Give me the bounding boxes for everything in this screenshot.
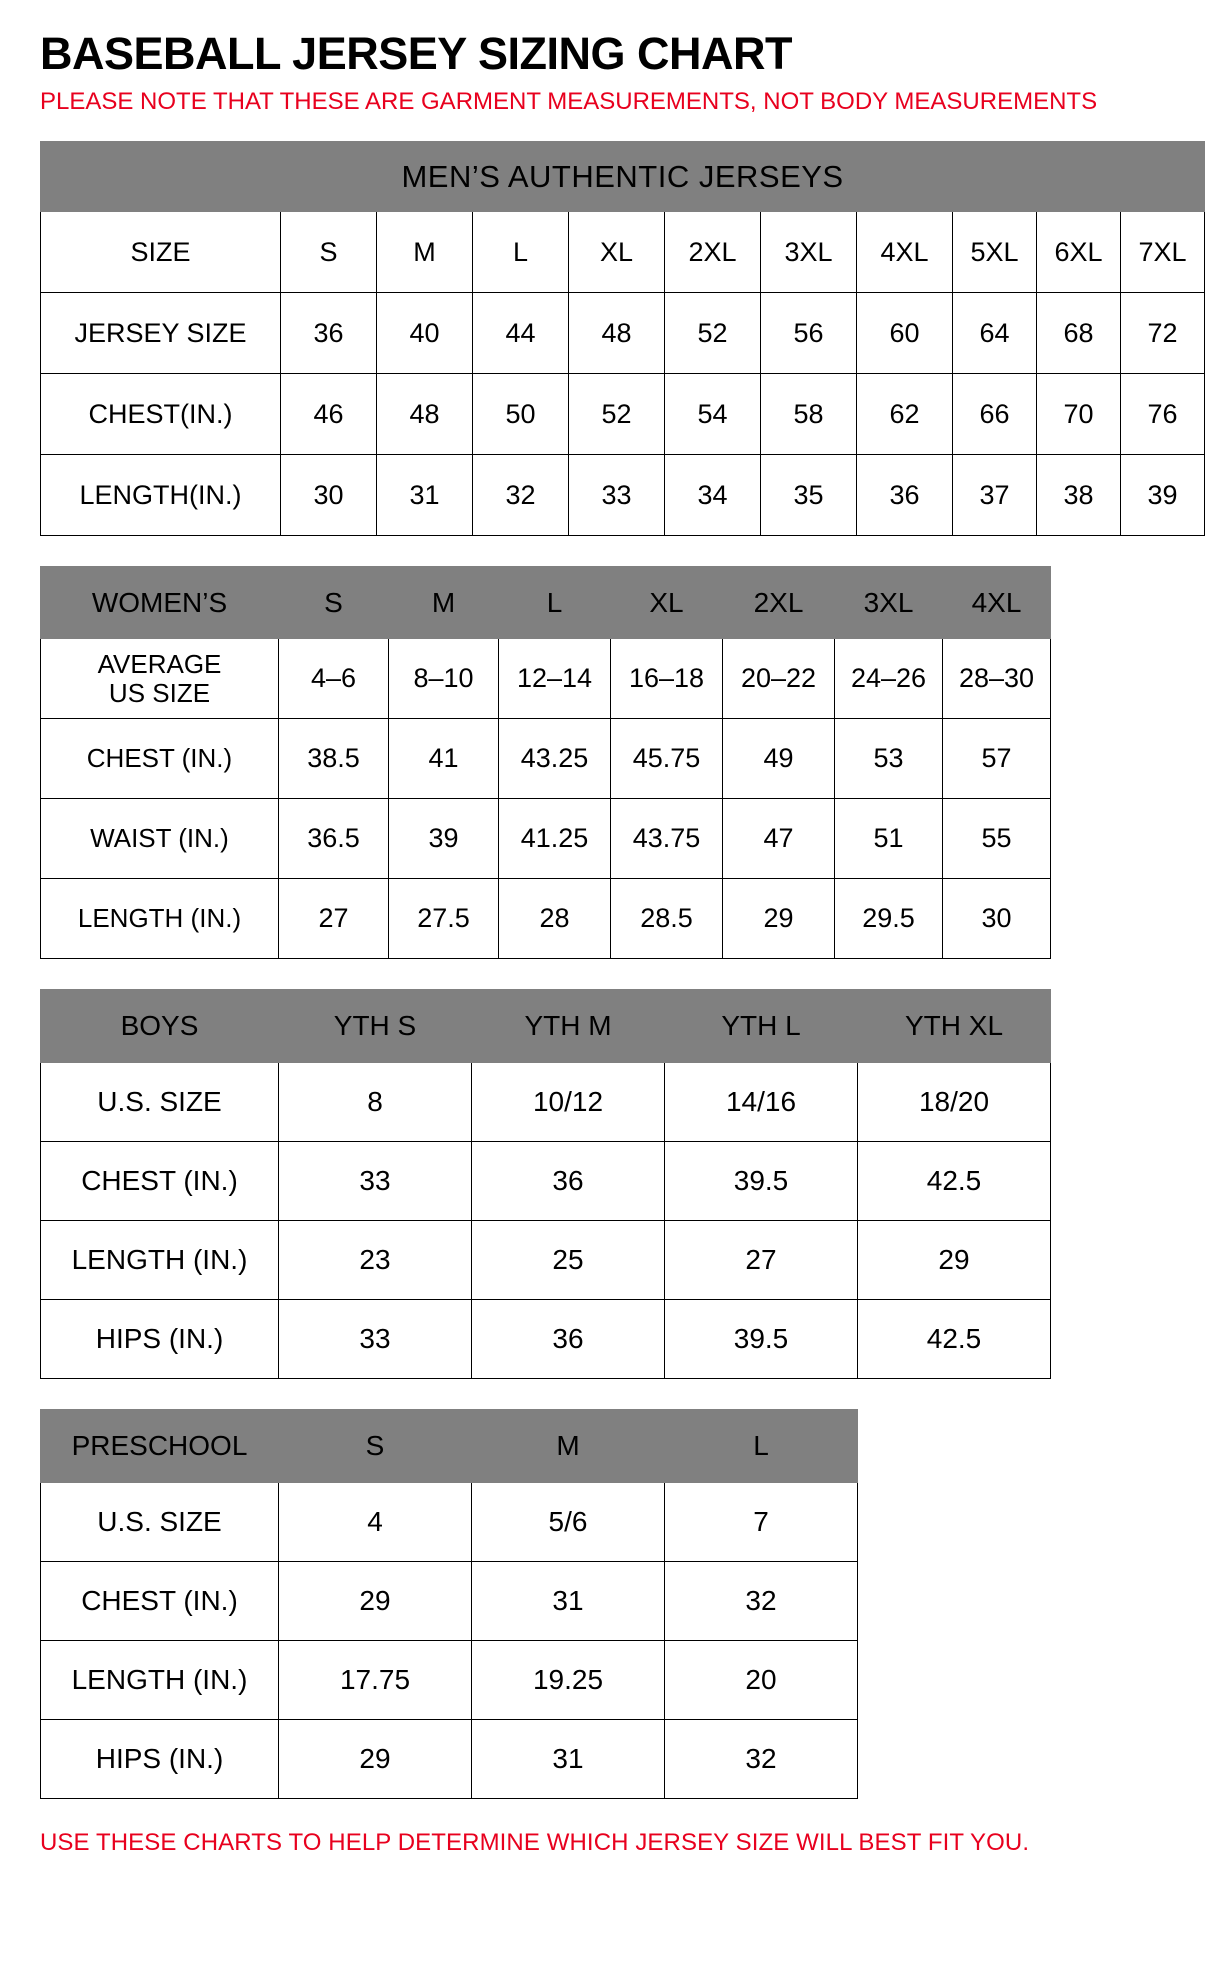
table-row xyxy=(41,1720,858,1799)
cell: 39 xyxy=(389,799,499,879)
table-row xyxy=(41,1142,1051,1221)
cell: 39.5 xyxy=(665,1142,858,1221)
cell: 55 xyxy=(943,799,1051,879)
cell: 42.5 xyxy=(858,1142,1051,1221)
cell: 18/20 xyxy=(858,1063,1051,1142)
mens-size-2xl: 2XL xyxy=(665,212,761,293)
cell: 29 xyxy=(279,1720,472,1799)
cell: 28–30 xyxy=(943,639,1051,719)
table-row xyxy=(41,879,1051,959)
cell: 28 xyxy=(499,879,611,959)
row-label: WAIST (IN.) xyxy=(41,799,279,879)
cell: 64 xyxy=(953,293,1037,374)
mens-size-s: S xyxy=(281,212,377,293)
mens-size-label: SIZE xyxy=(41,212,281,293)
cell: 60 xyxy=(857,293,953,374)
boys-label: BOYS xyxy=(41,990,279,1063)
preschool-header-row xyxy=(41,1410,858,1483)
cell: 50 xyxy=(473,374,569,455)
cell: 38 xyxy=(1037,455,1121,536)
womens-label: WOMEN’S xyxy=(41,567,279,639)
cell: 29.5 xyxy=(835,879,943,959)
cell: 52 xyxy=(569,374,665,455)
table-row xyxy=(41,455,1205,536)
cell: 5/6 xyxy=(472,1483,665,1562)
mens-size-xl: XL xyxy=(569,212,665,293)
cell: 76 xyxy=(1121,374,1205,455)
cell: 36 xyxy=(472,1300,665,1379)
row-label: LENGTH (IN.) xyxy=(41,1641,279,1720)
mens-size-l: L xyxy=(473,212,569,293)
cell: 57 xyxy=(943,719,1051,799)
cell: 29 xyxy=(858,1221,1051,1300)
cell: 16–18 xyxy=(611,639,723,719)
table-row xyxy=(41,799,1051,879)
table-row xyxy=(41,1063,1051,1142)
cell: 17.75 xyxy=(279,1641,472,1720)
row-label: CHEST(IN.) xyxy=(41,374,281,455)
mens-size-header-row xyxy=(41,212,1205,293)
womens-size-l: L xyxy=(499,567,611,639)
cell: 62 xyxy=(857,374,953,455)
cell: 20–22 xyxy=(723,639,835,719)
cell: 14/16 xyxy=(665,1063,858,1142)
cell: 41 xyxy=(389,719,499,799)
row-label: JERSEY SIZE xyxy=(41,293,281,374)
mens-size-m: M xyxy=(377,212,473,293)
table-row xyxy=(41,1221,1051,1300)
boys-header-row xyxy=(41,990,1051,1063)
cell: 29 xyxy=(279,1562,472,1641)
cell: 53 xyxy=(835,719,943,799)
cell: 4 xyxy=(279,1483,472,1562)
cell: 32 xyxy=(665,1562,858,1641)
cell: 8–10 xyxy=(389,639,499,719)
cell: 43.75 xyxy=(611,799,723,879)
table-row xyxy=(41,1483,858,1562)
cell: 39.5 xyxy=(665,1300,858,1379)
womens-size-s: S xyxy=(279,567,389,639)
mens-table-title-row xyxy=(41,142,1205,212)
boys-sizing-table xyxy=(40,989,1051,1379)
cell: 47 xyxy=(723,799,835,879)
row-label: U.S. SIZE xyxy=(41,1063,279,1142)
preschool-size-m: M xyxy=(472,1410,665,1483)
mens-table-title: MEN’S AUTHENTIC JERSEYS xyxy=(41,142,1205,212)
cell: 10/12 xyxy=(472,1063,665,1142)
preschool-label: PRESCHOOL xyxy=(41,1410,279,1483)
table-row xyxy=(41,719,1051,799)
mens-size-6xl: 6XL xyxy=(1037,212,1121,293)
cell: 36.5 xyxy=(279,799,389,879)
cell: 30 xyxy=(943,879,1051,959)
cell: 20 xyxy=(665,1641,858,1720)
preschool-size-l: L xyxy=(665,1410,858,1483)
cell: 45.75 xyxy=(611,719,723,799)
womens-sizing-table xyxy=(40,566,1051,959)
row-label xyxy=(41,639,279,719)
cell: 56 xyxy=(761,293,857,374)
womens-size-3xl: 3XL xyxy=(835,567,943,639)
row-label-line1: AVERAGE xyxy=(97,648,222,679)
preschool-sizing-table xyxy=(40,1409,858,1799)
boys-size-yth-s: YTH S xyxy=(279,990,472,1063)
cell: 31 xyxy=(472,1562,665,1641)
row-label: LENGTH (IN.) xyxy=(41,879,279,959)
row-label: LENGTH(IN.) xyxy=(41,455,281,536)
cell: 34 xyxy=(665,455,761,536)
row-label-line2: US SIZE xyxy=(108,677,211,708)
row-label: CHEST (IN.) xyxy=(41,719,279,799)
cell: 19.25 xyxy=(472,1641,665,1720)
cell: 23 xyxy=(279,1221,472,1300)
womens-header-row xyxy=(41,567,1051,639)
cell: 36 xyxy=(472,1142,665,1221)
cell: 31 xyxy=(377,455,473,536)
mens-size-7xl: 7XL xyxy=(1121,212,1205,293)
womens-size-2xl: 2XL xyxy=(723,567,835,639)
footer-note: USE THESE CHARTS TO HELP DETERMINE WHICH JERSEY SIZE WILL BEST FIT YOU. xyxy=(40,1829,1030,1857)
boys-size-yth-m: YTH M xyxy=(472,990,665,1063)
row-label: CHEST (IN.) xyxy=(41,1142,279,1221)
cell: 68 xyxy=(1037,293,1121,374)
cell: 4–6 xyxy=(279,639,389,719)
boys-size-yth-xl: YTH XL xyxy=(858,990,1051,1063)
cell: 38.5 xyxy=(279,719,389,799)
cell: 39 xyxy=(1121,455,1205,536)
cell: 12–14 xyxy=(499,639,611,719)
cell: 35 xyxy=(761,455,857,536)
cell: 54 xyxy=(665,374,761,455)
mens-size-3xl: 3XL xyxy=(761,212,857,293)
cell: 28.5 xyxy=(611,879,723,959)
boys-size-yth-l: YTH L xyxy=(665,990,858,1063)
row-label: LENGTH (IN.) xyxy=(41,1221,279,1300)
cell: 31 xyxy=(472,1720,665,1799)
cell: 41.25 xyxy=(499,799,611,879)
cell: 44 xyxy=(473,293,569,374)
cell: 8 xyxy=(279,1063,472,1142)
page-title: BASEBALL JERSEY SIZING CHART xyxy=(40,28,792,79)
cell: 43.25 xyxy=(499,719,611,799)
cell: 27 xyxy=(279,879,389,959)
cell: 32 xyxy=(665,1720,858,1799)
womens-size-4xl: 4XL xyxy=(943,567,1051,639)
cell: 33 xyxy=(279,1300,472,1379)
cell: 32 xyxy=(473,455,569,536)
mens-sizing-table xyxy=(40,141,1205,536)
cell: 42.5 xyxy=(858,1300,1051,1379)
cell: 29 xyxy=(723,879,835,959)
cell: 70 xyxy=(1037,374,1121,455)
row-label: HIPS (IN.) xyxy=(41,1720,279,1799)
table-row xyxy=(41,1300,1051,1379)
table-row xyxy=(41,1562,858,1641)
cell: 46 xyxy=(281,374,377,455)
row-label: U.S. SIZE xyxy=(41,1483,279,1562)
cell: 48 xyxy=(377,374,473,455)
cell: 48 xyxy=(569,293,665,374)
cell: 7 xyxy=(665,1483,858,1562)
table-row xyxy=(41,293,1205,374)
cell: 72 xyxy=(1121,293,1205,374)
preschool-size-s: S xyxy=(279,1410,472,1483)
cell: 51 xyxy=(835,799,943,879)
garment-measurement-note: PLEASE NOTE THAT THESE ARE GARMENT MEASUREMENTS, NOT BODY MEASUREMENTS xyxy=(40,88,1098,116)
cell: 49 xyxy=(723,719,835,799)
table-row xyxy=(41,1641,858,1720)
cell: 58 xyxy=(761,374,857,455)
cell: 66 xyxy=(953,374,1037,455)
mens-size-4xl: 4XL xyxy=(857,212,953,293)
cell: 36 xyxy=(857,455,953,536)
cell: 33 xyxy=(279,1142,472,1221)
row-label: CHEST (IN.) xyxy=(41,1562,279,1641)
cell: 27 xyxy=(665,1221,858,1300)
cell: 25 xyxy=(472,1221,665,1300)
cell: 52 xyxy=(665,293,761,374)
table-row xyxy=(41,374,1205,455)
womens-size-xl: XL xyxy=(611,567,723,639)
row-label: HIPS (IN.) xyxy=(41,1300,279,1379)
cell: 30 xyxy=(281,455,377,536)
womens-size-m: M xyxy=(389,567,499,639)
cell: 36 xyxy=(281,293,377,374)
cell: 27.5 xyxy=(389,879,499,959)
cell: 40 xyxy=(377,293,473,374)
cell: 33 xyxy=(569,455,665,536)
table-row xyxy=(41,639,1051,719)
mens-size-5xl: 5XL xyxy=(953,212,1037,293)
cell: 37 xyxy=(953,455,1037,536)
cell: 24–26 xyxy=(835,639,943,719)
